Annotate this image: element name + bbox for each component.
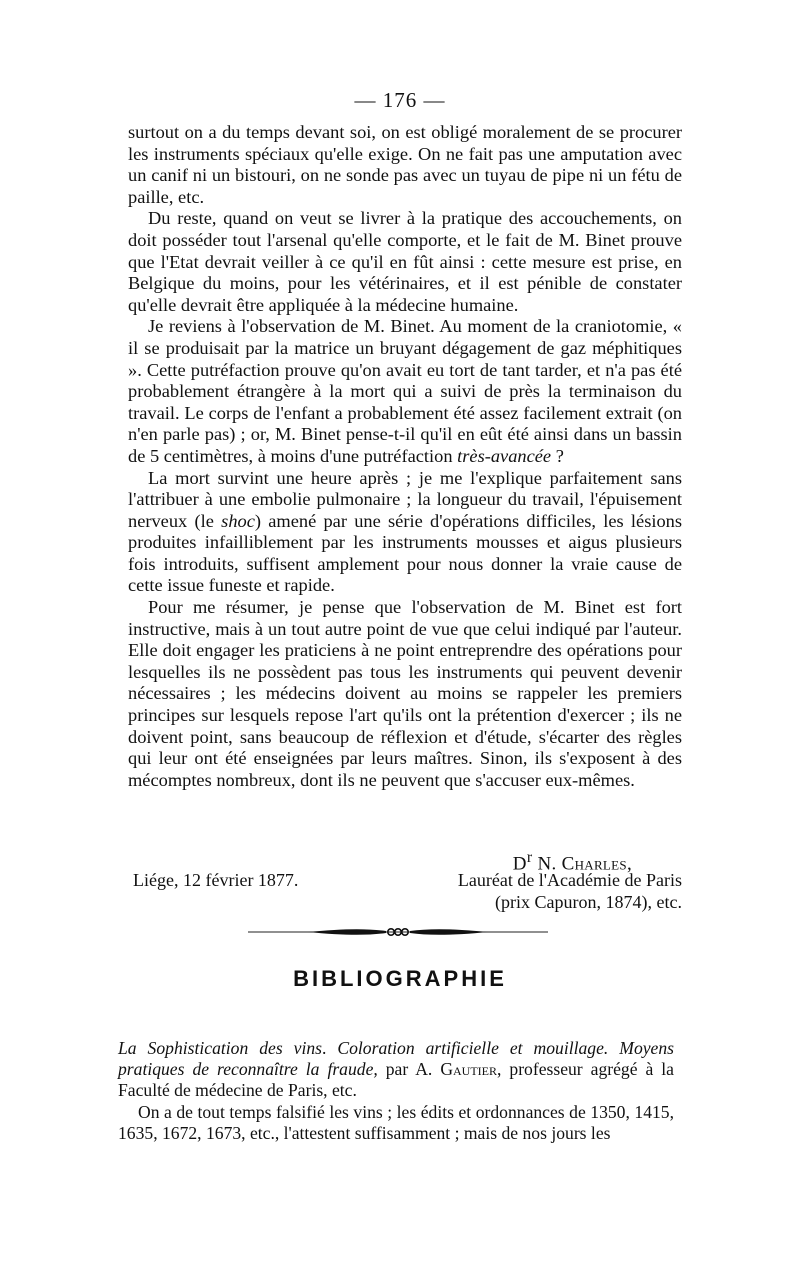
italic-term: très-avancée — [457, 445, 552, 466]
paragraph — [128, 468, 682, 598]
ornamental-rule — [248, 920, 548, 944]
paragraph: Pour me résumer, je pense que l'observation de M. Binet est fort instructive, mais à un tout autre point de vue que celui indiqué par l'auteur. Elle doit engager les praticiens à ne point entreprendre des opérations pour lesquelles ils ne possèdent pas tous les instruments qui peuvent devenir nécessaires ; les médecins doivent au moins se rappeler les premiers principes sur lesquels repose l'art qu'ils ont la prétention d'exercer ; ils ne doivent point, sans beaucoup de réflexion et d'étude, s'écarter des règles qui leur ont été enseignées par leurs maîtres. Sinon, ils s'exposent à des mécomptes nombreux, dont ils ne peuvent que s'accuser eux-mêmes. — [128, 597, 682, 790]
paragraph-text: La mort survint une heure après ; je me l'explique parfaitement sans l'attribuer à une embolie pulmonaire ; la longueur du travail, l'épuisement nerveux (le — [128, 467, 682, 531]
paragraph-text: ) amené par une série d'opérations difficiles, les lésions produites infailliblement par les instruments mousses et aigus plusieurs fois introduits, suffisent amplement pour nous donner la vraie cause de cette issue funeste et rapide. — [128, 510, 683, 596]
italic-term: shoc — [221, 510, 255, 531]
book-title: La Sophistication des vins — [118, 1038, 322, 1058]
paragraph: On a de tout temps falsifié les vins ; les édits et ordonnances de 1350, 1415, 1635, 1672, 1673, etc., l'attestent suffisamment ; mais de nos jours les — [118, 1101, 674, 1143]
paragraph — [128, 316, 682, 467]
page-number: — 176 — — [354, 88, 446, 112]
section-heading: BIBLIOGRAPHIE — [293, 966, 507, 991]
author-name: Gautier — [440, 1059, 498, 1080]
author-title: Lauréat de l'Académie de Paris — [457, 870, 682, 890]
paragraph-text: ? — [551, 445, 564, 466]
signature-block — [128, 848, 682, 914]
paragraph: Du reste, quand on veut se livrer à la pratique des accouchements, on doit posséder tout l'arsenal qu'elle comporte, et le fait de M. Binet prouve que l'Etat devrait veiller à ce qu'il en fût ainsi : cette mesure est prise, en Belgique du moins, pour les vétérinaires, et il est pénible de constater qu'elle devrait être appliquée à la médecine humaine. — [128, 208, 682, 315]
bibliography-entry — [118, 1038, 674, 1144]
book-reference: La Sophistication des vins. Coloration artificielle et mouillage. Moyens pratiques de reconnaître la fraude, par A. Gautier, professeur agrégé à la Faculté de médecine de Paris, etc. — [118, 1038, 675, 1101]
author-title-note: (prix Capuron, 1874), etc. — [495, 892, 682, 912]
paragraph: surtout on a du temps devant soi, on est obligé moralement de se procurer les instruments spéciaux qu'elle exige. On ne fait pas une amputation avec un canif ni un bistouri, on ne sonde pas avec un tuyau de pipe ni un fétu de paille, etc. — [128, 122, 682, 207]
book-subtitle: Coloration artificielle et mouillage. Moyens pratiques de reconnaître la fraude, — [118, 1038, 675, 1080]
paragraph-text: Je reviens à l'observation de M. Binet. Au moment de la craniotomie, « il se produisait par la matrice un bruyant dégagement de gaz méphitiques ». Cette putréfaction prouve qu'on avait eu tort de tant tarder, et n'a pas été probablement étrangère à la mort qui a suivi de près la terminaison du travail. Le corps de l'enfant a probablement été assez facilement extrait (on n'en parle pas) ; or, M. Binet pense-t-il qu'il en eût été ainsi dans un bassin de 5 centimètres, à moins d'une putréfaction — [128, 316, 682, 466]
author-signature: $D^r$ N. Charles, — [512, 849, 632, 875]
body-text — [128, 122, 682, 791]
place-date: Liége, 12 février 1877. — [133, 870, 299, 890]
